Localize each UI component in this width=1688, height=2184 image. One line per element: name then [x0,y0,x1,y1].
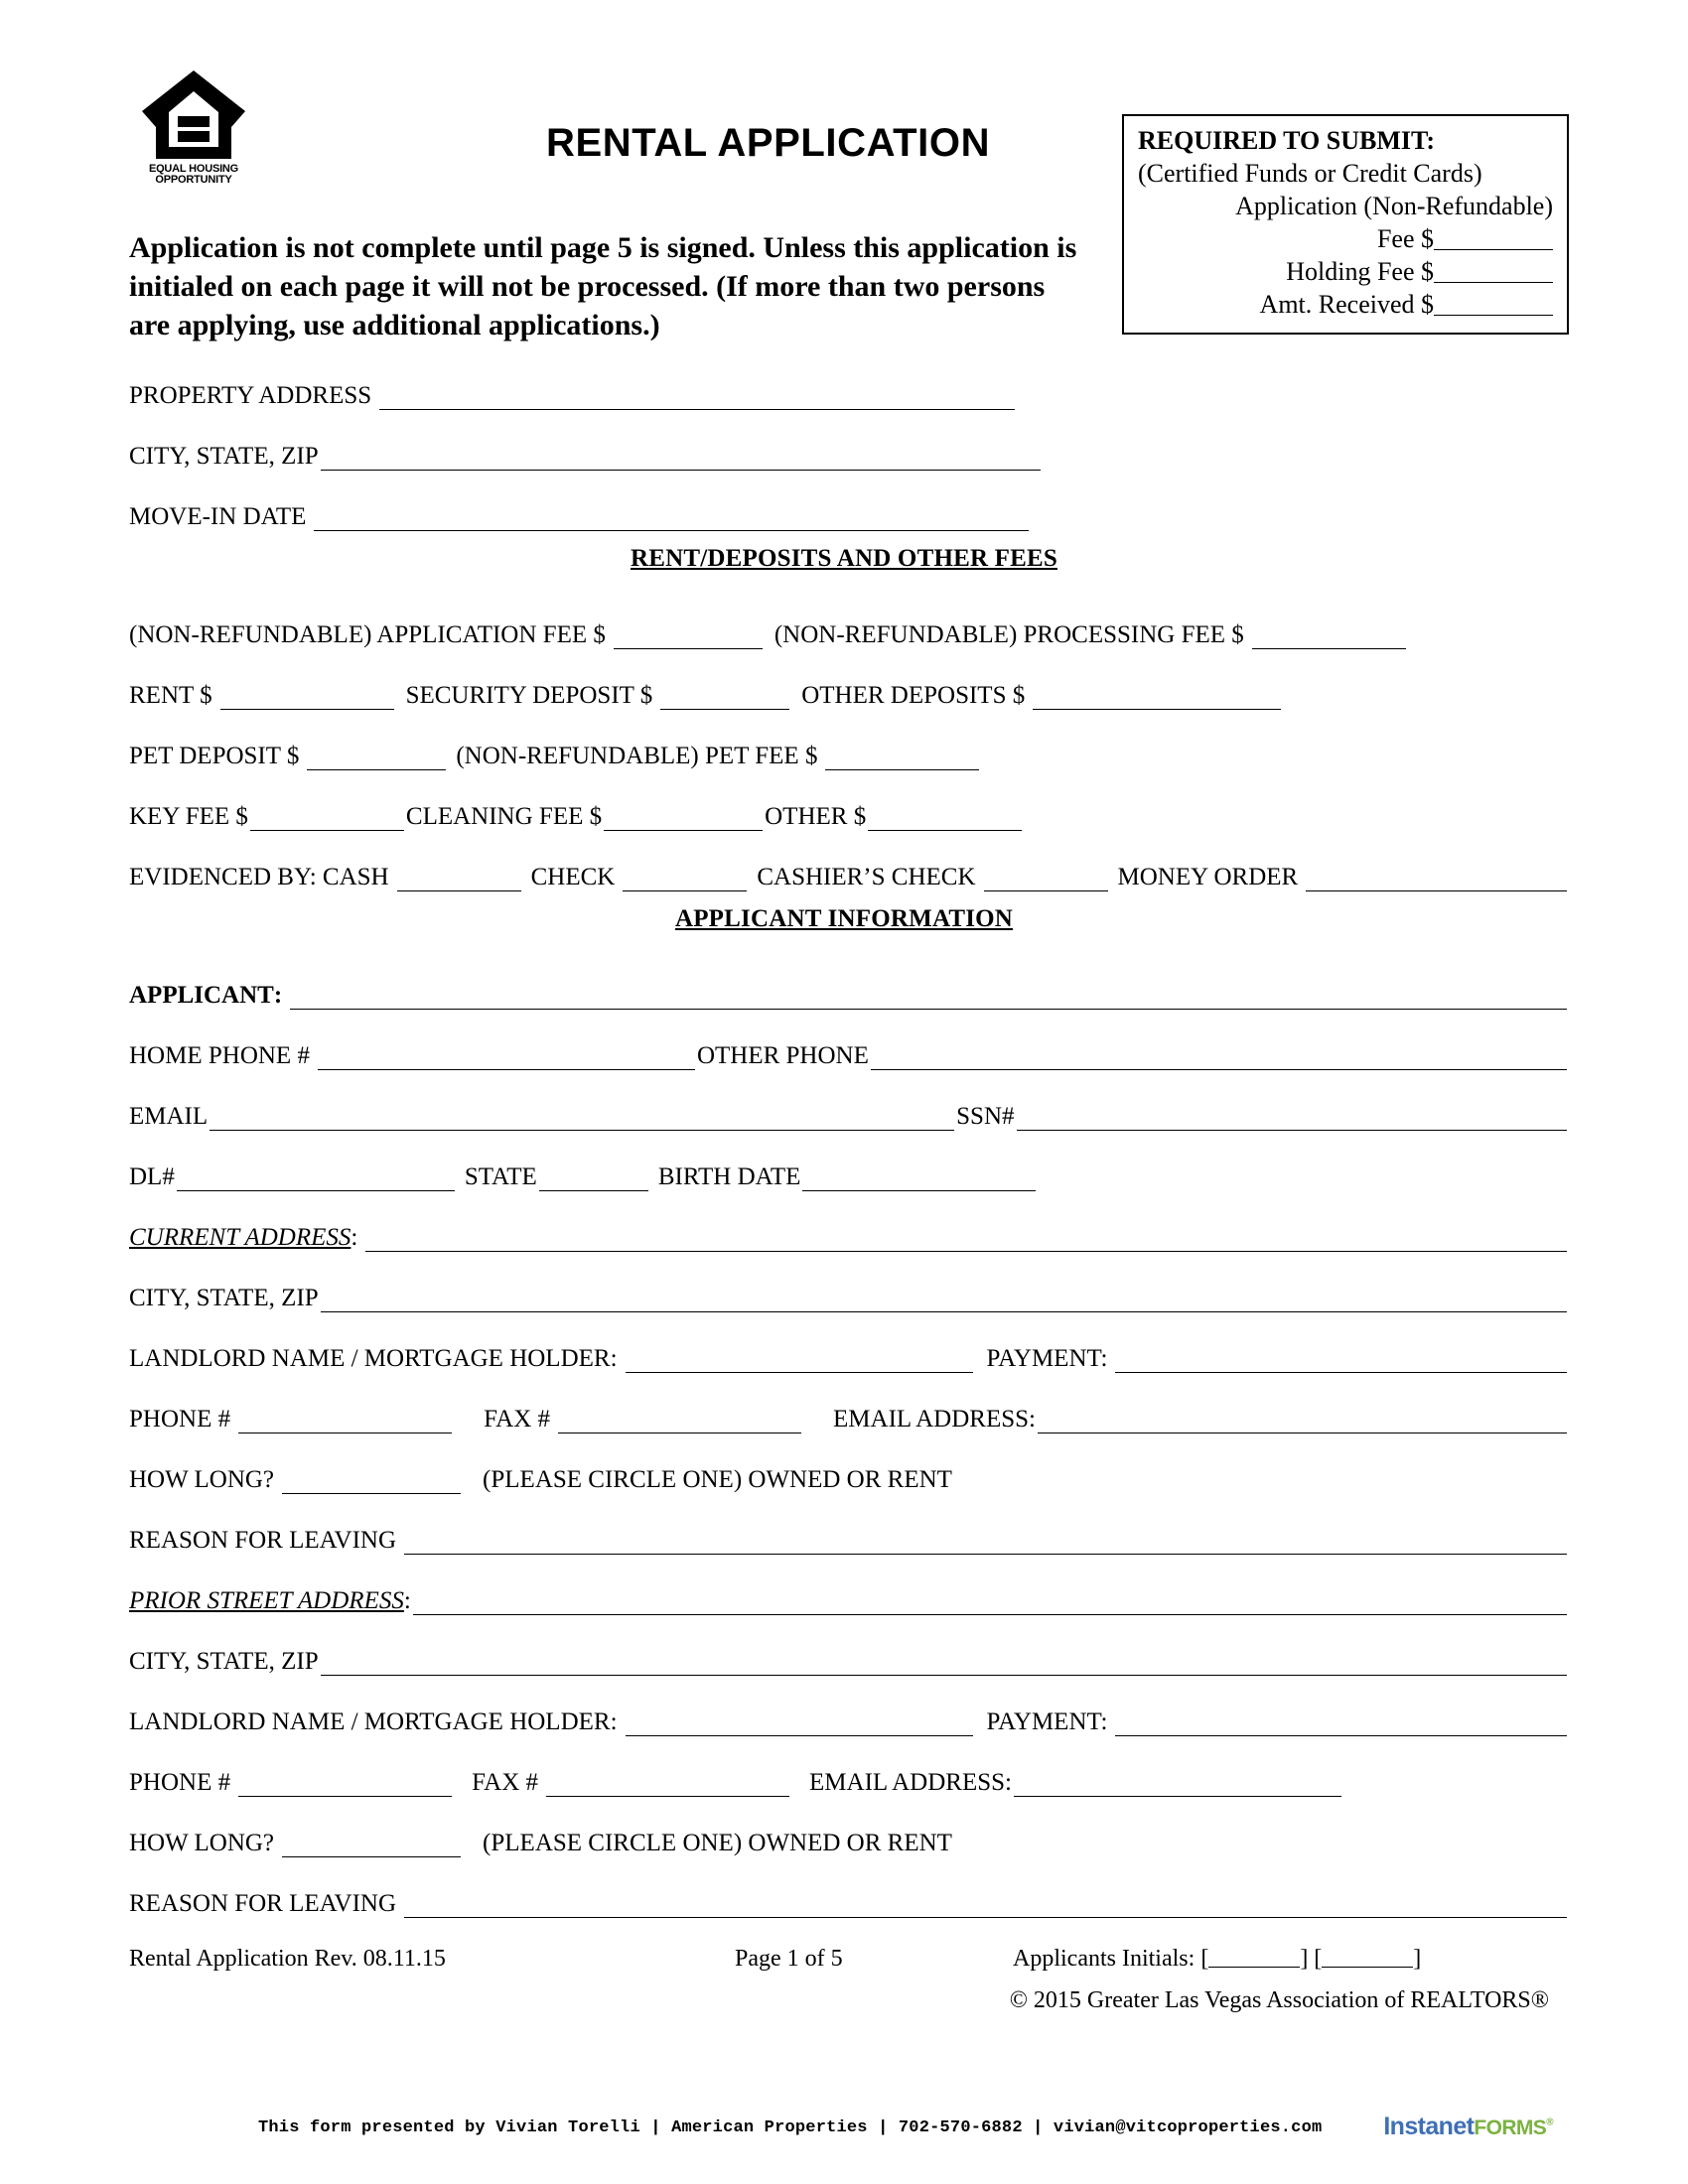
pet-fee-label: (NON-REFUNDABLE) PET FEE $ [456,743,818,769]
required-to-submit-box [1122,114,1569,335]
property-address-label: PROPERTY ADDRESS [129,382,372,409]
prior-email-address-input[interactable] [1014,1773,1341,1797]
key-fee-label: KEY FEE $ [129,803,248,830]
applicant-label: APPLICANT [129,982,274,1009]
prior-reason-leaving-row [119,1857,1569,1918]
prior-how-long-label: HOW LONG? [129,1830,275,1856]
key-fee-input[interactable] [250,807,404,831]
other-fee-input[interactable] [868,807,1022,831]
email-ssn-row [119,1070,1569,1131]
rent-label: RENT $ [129,682,212,709]
current-city-state-zip-input[interactable] [321,1289,1567,1312]
instanet-logo-trademark: ® [1546,2116,1553,2128]
prior-address-input[interactable] [413,1591,1567,1615]
current-fax-input[interactable] [558,1410,801,1433]
current-phone-label: PHONE # [129,1406,231,1433]
current-phone-input[interactable] [238,1410,452,1433]
dl-state-birthdate-row [119,1131,1569,1191]
presenter-bar [119,2113,1569,2152]
current-email-address-label: EMAIL ADDRESS: [833,1406,1036,1433]
application-processing-fee-row [119,589,1569,649]
instruction-paragraph: Application is not complete until page 5 is signed. Unless this application is initialed on each page it will not be processed. (If more than two persons are applying, use additional applications.) [129,231,1077,341]
other-deposits-input[interactable] [1033,686,1281,710]
prior-email-address-label: EMAIL ADDRESS: [809,1769,1012,1796]
property-city-state-zip-row [119,410,1569,471]
phones-row [119,1010,1569,1070]
page-footer [119,1946,1569,2184]
other-phone-label: OTHER PHONE [696,1042,869,1069]
holding-fee-row [1138,255,1553,288]
processing-fee-label: (NON-REFUNDABLE) PROCESSING FEE $ [774,621,1244,648]
email-label: EMAIL [129,1103,209,1130]
current-address-row [119,1191,1569,1252]
birth-date-input[interactable] [802,1167,1036,1191]
current-how-long-row [119,1433,1569,1494]
instanet-logo-part2: FORMS [1474,2116,1547,2139]
footer-copyright: © 2015 Greater Las Vegas Association of REALTORS® [1009,1987,1549,2013]
footer-initials-label: Applicants Initials: [1013,1946,1196,1972]
ssn-input[interactable] [1017,1107,1567,1131]
home-phone-label: HOME PHONE # [129,1042,310,1069]
cashiers-check-label: CASHIER’S CHECK [757,864,976,890]
dl-input[interactable] [177,1167,455,1191]
prior-how-long-row [119,1797,1569,1857]
applicant-information-heading: APPLICANT INFORMATION [674,905,1014,932]
prior-fax-label: FAX # [472,1769,539,1796]
pet-deposit-input[interactable] [307,747,446,770]
current-reason-leaving-input[interactable] [404,1531,1567,1555]
current-phone-fax-email-row [119,1373,1569,1433]
page-header [119,60,1569,347]
state-input[interactable] [539,1167,648,1191]
other-fee-label: OTHER $ [765,803,867,830]
rent-deposits-heading: RENT/DEPOSITS AND OTHER FEES [630,545,1057,572]
required-to-submit-title [1138,124,1553,157]
footer-line-primary [119,1946,1569,1985]
rent-input[interactable] [220,686,394,710]
prior-address-colon: : [403,1587,411,1614]
current-circle-one-label: (PLEASE CIRCLE ONE) OWNED OR RENT [483,1466,952,1493]
key-cleaning-other-fee-row [119,770,1569,831]
move-in-date-input[interactable] [314,507,1029,531]
move-in-date-row [119,471,1569,531]
certified-funds-note: (Certified Funds or Credit Cards) [1138,159,1482,188]
current-address-input[interactable] [365,1228,1567,1252]
current-landlord-row [119,1312,1569,1373]
footer-page-number: Page 1 of 5 [735,1946,843,1972]
prior-payment-label: PAYMENT: [986,1708,1108,1735]
move-in-date-label: MOVE-IN DATE [129,503,307,530]
prior-fax-input[interactable] [546,1773,789,1797]
other-deposits-label: OTHER DEPOSITS $ [801,682,1026,709]
logo-caption-line2: OPPORTUNITY [155,174,232,186]
application-fee-label: (NON-REFUNDABLE) APPLICATION FEE $ [129,621,606,648]
current-fax-label: FAX # [484,1406,551,1433]
current-city-state-zip-label: CITY, STATE, ZIP [129,1285,319,1311]
logo-caption-line1: EQUAL HOUSING [148,163,239,175]
prior-address-row [119,1555,1569,1615]
prior-city-state-zip-label: CITY, STATE, ZIP [129,1648,319,1675]
pet-fee-input[interactable] [825,747,979,770]
check-input[interactable] [623,868,747,891]
current-address-colon: : [351,1224,358,1251]
prior-circle-one-label: (PLEASE CIRCLE ONE) OWNED OR RENT [483,1830,952,1856]
evidenced-by-row [119,831,1569,891]
presenter-text: This form presented by Vivian Torelli | American Properties | 702-570-6882 | vivian@vitcoproperties.com [258,2118,1323,2137]
prior-address-heading: PRIOR STREET ADDRESS [129,1587,404,1614]
holding-fee-label: Holding Fee $ [1286,257,1434,286]
application-nonrefundable-note: Application (Non-Refundable) [1235,192,1553,220]
prior-landlord-label: LANDLORD NAME / MORTGAGE HOLDER: [129,1708,618,1735]
prior-reason-leaving-label: REASON FOR LEAVING [129,1890,397,1917]
prior-phone-input[interactable] [238,1773,452,1797]
applicant-initials-input-1[interactable] [1208,1946,1300,1968]
instanet-forms-logo [1383,2113,1553,2141]
amt-received-input[interactable] [1434,315,1553,316]
prior-reason-leaving-input[interactable] [404,1894,1567,1918]
instanet-logo-part1: Instanet [1383,2113,1475,2140]
current-payment-label: PAYMENT: [986,1345,1108,1372]
dl-label: DL# [129,1163,175,1190]
security-deposit-input[interactable] [660,686,789,710]
prior-how-long-input[interactable] [282,1834,461,1857]
fee-row [1138,222,1553,255]
rent-deposit-row [119,649,1569,710]
cleaning-fee-input[interactable] [604,807,763,831]
cleaning-fee-label: CLEANING FEE $ [405,803,603,830]
current-email-address-input[interactable] [1038,1410,1567,1433]
prior-payment-input[interactable] [1115,1712,1567,1736]
pet-fees-row [119,710,1569,770]
applicant-name-input[interactable] [290,986,1567,1010]
current-reason-leaving-row [119,1494,1569,1555]
required-to-submit-colon: : [1426,126,1436,155]
amt-received-row [1138,288,1553,321]
current-landlord-label: LANDLORD NAME / MORTGAGE HOLDER: [129,1345,618,1372]
current-landlord-input[interactable] [626,1349,973,1373]
check-label: CHECK [530,864,616,890]
cash-input[interactable] [397,868,521,891]
other-phone-input[interactable] [871,1046,1567,1070]
evidenced-by-label: EVIDENCED BY: CASH [129,864,389,890]
birth-date-label: BIRTH DATE [657,1163,801,1190]
equal-housing-opportunity-logo [129,68,258,186]
page-title: RENTAL APPLICATION [546,121,991,165]
property-city-state-zip-label: CITY, STATE, ZIP [129,443,319,470]
current-city-state-zip-row [119,1252,1569,1312]
amt-received-label: Amt. Received $ [1259,290,1434,319]
footer-initials-group: Applicants Initials: [ ] [ ] [1013,1946,1422,1972]
current-address-heading: CURRENT ADDRESS [129,1224,352,1251]
footer-revision: Rental Application Rev. 08.11.15 [129,1946,446,1972]
prior-landlord-row [119,1676,1569,1736]
current-reason-leaving-label: REASON FOR LEAVING [129,1527,397,1554]
prior-phone-label: PHONE # [129,1769,231,1796]
home-phone-input[interactable] [318,1046,695,1070]
property-address-input[interactable] [379,386,1015,410]
pet-deposit-label: PET DEPOSIT $ [129,743,300,769]
security-deposit-label: SECURITY DEPOSIT $ [405,682,653,709]
applicant-name-row [119,949,1569,1010]
current-payment-input[interactable] [1115,1349,1567,1373]
prior-phone-fax-email-row [119,1736,1569,1797]
form-body [119,349,1569,1918]
processing-fee-input[interactable] [1252,625,1406,649]
money-order-label: MONEY ORDER [1117,864,1299,890]
applicant-initials-input-2[interactable] [1322,1946,1413,1968]
cashiers-check-input[interactable] [984,868,1108,891]
holding-fee-input[interactable] [1434,282,1553,283]
current-how-long-input[interactable] [282,1470,461,1494]
property-city-state-zip-input[interactable] [321,447,1041,471]
required-to-submit-title-text: REQUIRED TO SUBMIT [1138,126,1427,155]
house-icon [139,68,248,162]
money-order-input[interactable] [1306,868,1567,891]
email-input[interactable] [210,1107,954,1131]
applicant-colon: : [273,982,283,1009]
prior-landlord-input[interactable] [626,1712,973,1736]
logo-caption [129,164,258,186]
current-how-long-label: HOW LONG? [129,1466,275,1493]
prior-city-state-zip-row [119,1615,1569,1676]
ssn-label: SSN# [956,1103,1015,1130]
property-address-row [119,349,1569,410]
fee-label: Fee $ [1376,224,1434,253]
state-label: STATE [464,1163,537,1190]
fee-input[interactable] [1434,249,1553,250]
application-fee-input[interactable] [614,625,763,649]
prior-city-state-zip-input[interactable] [321,1652,1567,1676]
